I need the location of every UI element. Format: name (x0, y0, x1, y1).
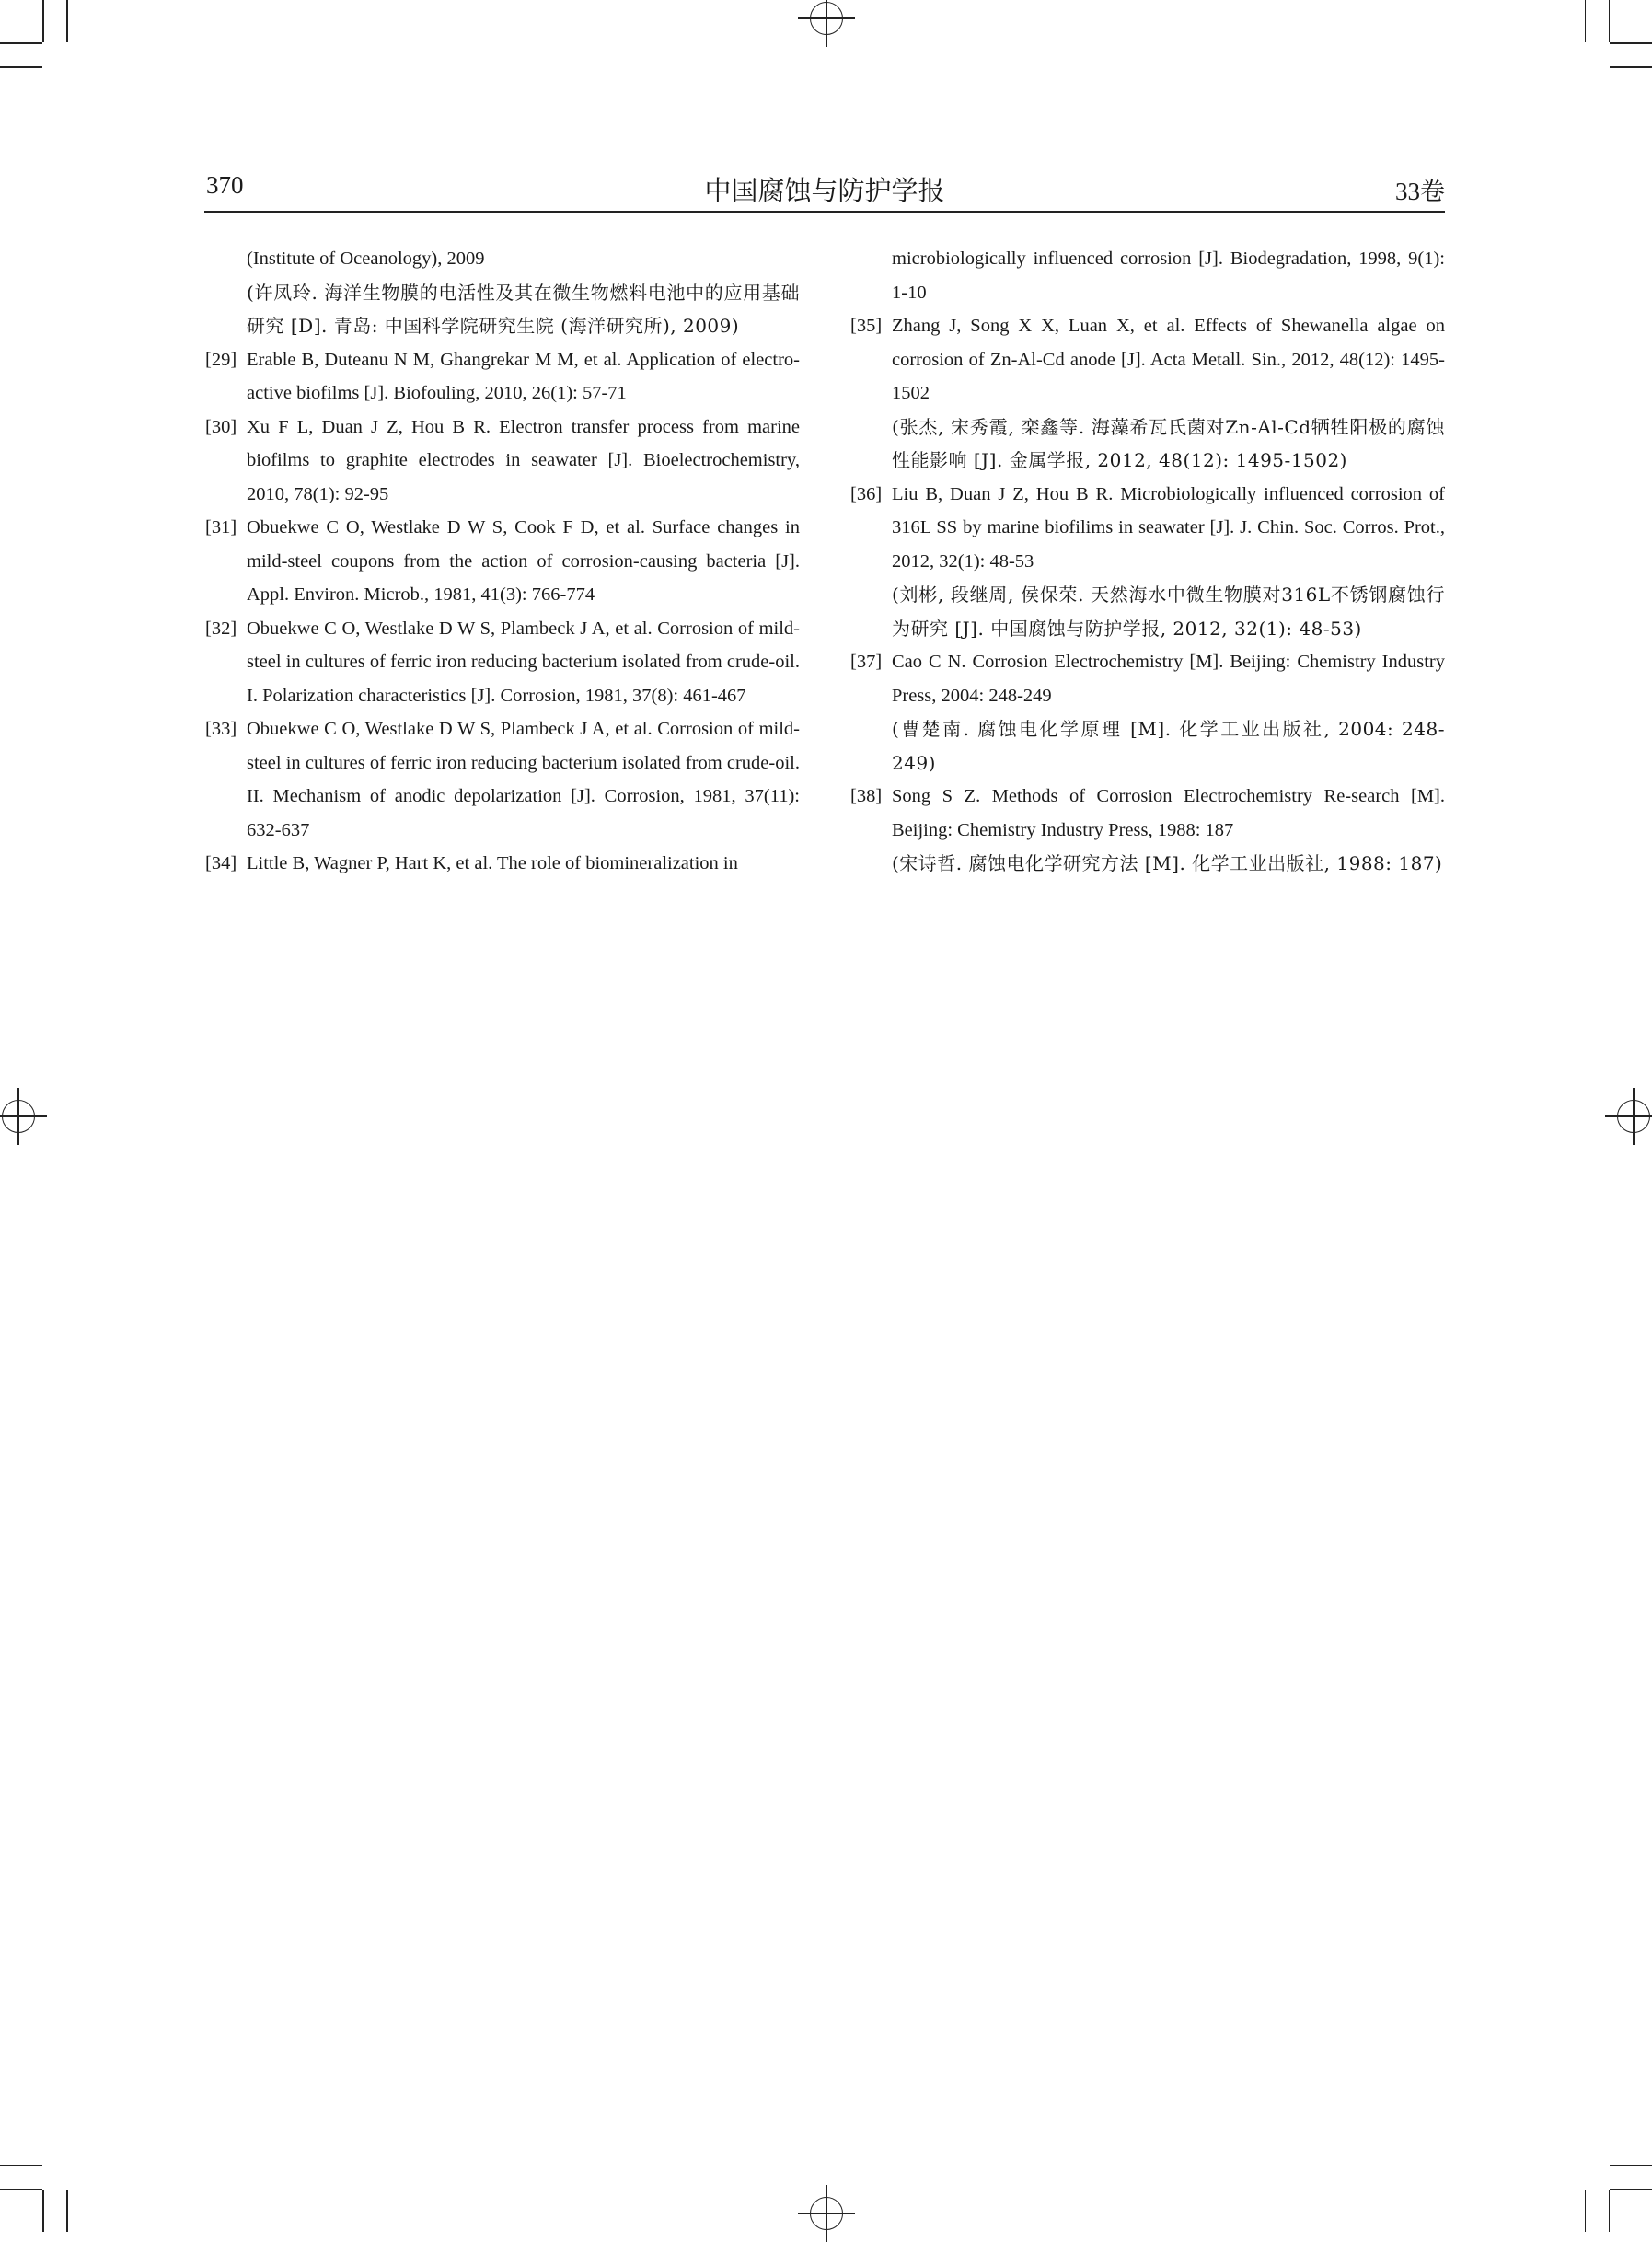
registration-mark-icon (810, 2, 843, 35)
reference-chinese: (许凤玲. 海洋生物膜的电活性及其在微生物燃料电池中的应用基础研究 [D]. 青岛: 中国科学院研究生院 (海洋研究所), 2009) (247, 281, 800, 337)
crop-mark (1609, 0, 1611, 42)
reference-entry (205, 712, 800, 847)
reference-text: Xu F L, Duan J Z, Hou B R. Electron transfer process from marine biofilms to graphite electrodes in seawater [J]. Bioelectrochemistry, 2010, 78(1): 92-95 (247, 416, 800, 504)
journal-title: 中国腐蚀与防护学报 (704, 177, 945, 206)
reference-number: [29] (205, 349, 237, 370)
reference-number: [38] (850, 786, 883, 806)
reference-continuation: (Institute of Oceanology), 2009 (247, 248, 485, 269)
registration-mark-icon (2, 1100, 35, 1133)
reference-text: Erable B, Duteanu N M, Ghangrekar M M, et al. Application of electro-active biofilms [J]. Biofouling, 2010, 26(1): 57-71 (247, 349, 800, 403)
reference-text: Obuekwe C O, Westlake D W S, Plambeck J A, et al. Corrosion of mild-steel in cultures of ferric iron reducing bacterium isolated from crude-oil. I. Polarization characteristics [J]. Corrosion, 1981, 37(8): 461-467 (247, 618, 800, 706)
header-rule (204, 211, 1445, 213)
reference-number: [35] (850, 316, 883, 336)
reference-column-right (850, 242, 1445, 881)
crop-mark (0, 42, 42, 44)
crop-mark (1610, 2165, 1652, 2167)
reference-entry (205, 343, 800, 410)
reference-number: [36] (850, 483, 883, 504)
reference-number: [37] (850, 652, 883, 672)
reference-text: Liu B, Duan J Z, Hou B R. Microbiologically influenced corrosion of 316L SS by marine biofilims in seawater [J]. J. Chin. Soc. Corros. Prot., 2012, 32(1): 48-53 (892, 483, 1445, 572)
reference-number: [33] (205, 719, 237, 739)
reference-column-left (205, 242, 800, 881)
reference-chinese: (刘彬, 段继周, 侯保荣. 天然海水中微生物膜对316L不锈钢腐蚀行为研究 [J]. 中国腐蚀与防护学报, 2012, 32(1): 48-53) (892, 584, 1445, 640)
reference-text: Obuekwe C O, Westlake D W S, Cook F D, et al. Surface changes in mild-steel coupons from the action of corrosion-causing bacteria [J]. Appl. Environ. Microb., 1981, 41(3): 766-774 (247, 517, 800, 605)
reference-entry (205, 410, 800, 512)
crop-mark (0, 2189, 42, 2190)
crop-mark (1610, 66, 1652, 68)
reference-entry (205, 612, 800, 713)
crop-mark (1585, 2190, 1587, 2232)
reference-number: [31] (205, 517, 237, 537)
crop-mark (42, 2190, 44, 2232)
reference-entry (850, 309, 1445, 410)
reference-number: [34] (205, 853, 237, 873)
reference-chinese: (宋诗哲. 腐蚀电化学研究方法 [M]. 化学工业出版社, 1988: 187) (892, 852, 1443, 874)
reference-number: [32] (205, 618, 237, 639)
reference-number: [30] (205, 416, 237, 437)
reference-entry (205, 511, 800, 612)
reference-text: Cao C N. Corrosion Electrochemistry [M]. Beijing: Chemistry Industry Press, 2004: 248-249 (892, 652, 1445, 706)
crop-mark (1585, 0, 1587, 42)
registration-mark-icon (1617, 1100, 1650, 1133)
reference-chinese: (张杰, 宋秀霞, 栾鑫等. 海藻希瓦氏菌对Zn-Al-Cd牺牲阳极的腐蚀性能影响 [J]. 金属学报, 2012, 48(12): 1495-1502) (892, 415, 1445, 471)
registration-mark-icon (810, 2197, 843, 2230)
crop-mark (1610, 2189, 1652, 2190)
volume-label: 33卷 (1395, 178, 1445, 205)
reference-chinese: (曹楚南. 腐蚀电化学原理 [M]. 化学工业出版社, 2004: 248-249) (892, 718, 1445, 774)
reference-text: Obuekwe C O, Westlake D W S, Plambeck J A, et al. Corrosion of mild-steel in cultures of ferric iron reducing bacterium isolated from crude-oil. II. Mechanism of anodic depolarization [J]. Corrosion, 1981, 37(11): 632-637 (247, 719, 800, 840)
crop-mark (0, 66, 42, 68)
crop-mark (42, 0, 44, 42)
crop-mark (66, 0, 68, 42)
reference-entry (850, 478, 1445, 579)
reference-continuation: microbiologically influenced corrosion [J]. Biodegradation, 1998, 9(1): 1-10 (892, 248, 1445, 303)
reference-text: Little B, Wagner P, Hart K, et al. The role of biomineralization in (247, 853, 738, 873)
reference-text: Zhang J, Song X X, Luan X, et al. Effects of Shewanella algae on corrosion of Zn-Al-Cd anode [J]. Acta Metall. Sin., 2012, 48(12): 1495-1502 (892, 316, 1445, 403)
reference-text: Song S Z. Methods of Corrosion Electrochemistry Re-search [M]. Beijing: Chemistry Industry Press, 1988: 187 (892, 786, 1445, 840)
reference-entry (850, 645, 1445, 712)
crop-mark (1609, 2190, 1611, 2232)
crop-mark (66, 2190, 68, 2232)
reference-entry (205, 847, 800, 881)
crop-mark (0, 2165, 42, 2167)
running-head (204, 168, 1445, 208)
crop-mark (1610, 42, 1652, 44)
reference-entry (850, 780, 1445, 847)
page-number: 370 (206, 171, 244, 199)
